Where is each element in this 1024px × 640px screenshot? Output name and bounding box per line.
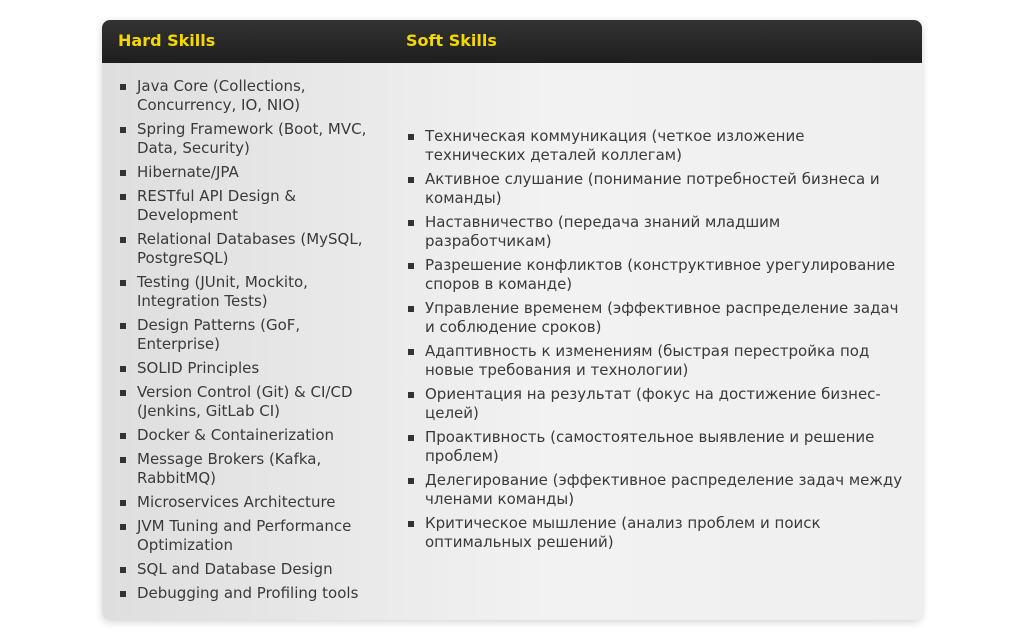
bullet-icon (120, 591, 126, 597)
hard-skills-heading: Hard Skills (118, 31, 216, 50)
hard-skill-item (120, 163, 380, 182)
skills-table (102, 20, 922, 620)
soft-skill-item (408, 256, 908, 294)
hard-skill-item-text: Spring Framework (Boot, MVC, Data, Security) (137, 120, 367, 157)
bullet-icon (120, 170, 126, 176)
hard-skill-item (120, 493, 380, 512)
hard-skill-item (120, 560, 380, 579)
soft-skill-item-text: Делегирование (эффективное распределение задач между членами команды) (425, 471, 903, 508)
soft-skill-item-text: Наставничество (передача знаний младшим разработчикам) (425, 213, 781, 250)
soft-skill-item (408, 471, 908, 509)
bullet-icon (408, 306, 414, 312)
hard-skill-item (120, 383, 380, 421)
hard-skill-item-text: Java Core (Collections, Concurrency, IO, NIO) (137, 77, 306, 114)
soft-skill-item-text: Активное слушание (понимание потребностей бизнеса и команды) (425, 170, 880, 207)
hard-skill-item (120, 426, 380, 445)
bullet-icon (408, 521, 414, 527)
bullet-icon (120, 323, 126, 329)
soft-skill-item (408, 170, 908, 208)
hard-skill-item (120, 187, 380, 225)
hard-skill-item-text: Relational Databases (MySQL, PostgreSQL) (137, 230, 363, 267)
bullet-icon (120, 433, 126, 439)
bullet-icon (408, 435, 414, 441)
soft-skill-item-text: Адаптивность к изменениям (быстрая перестройка под новые требования и технологии) (425, 342, 870, 379)
bullet-icon (408, 392, 414, 398)
soft-skills-heading: Soft Skills (406, 31, 497, 50)
bullet-icon (408, 478, 414, 484)
soft-skill-item (408, 127, 908, 165)
bullet-icon (120, 280, 126, 286)
bullet-icon (408, 263, 414, 269)
hard-skill-item-text: Debugging and Profiling tools (137, 584, 359, 602)
hard-skill-item-text: JVM Tuning and Performance Optimization (137, 517, 352, 554)
soft-skill-item (408, 385, 908, 423)
hard-skill-item (120, 359, 380, 378)
hard-skill-item (120, 120, 380, 158)
bullet-icon (120, 84, 126, 90)
soft-skill-item-text: Проактивность (самостоятельное выявление и решение проблем) (425, 428, 875, 465)
hard-skill-item-text: SOLID Principles (137, 359, 260, 377)
hard-skill-item (120, 450, 380, 488)
bullet-icon (120, 390, 126, 396)
soft-skill-item-text: Разрешение конфликтов (конструктивное урегулирование споров в команде) (425, 256, 896, 293)
soft-skill-item (408, 342, 908, 380)
bullet-icon (120, 194, 126, 200)
hard-skill-item-text: Hibernate/JPA (137, 163, 239, 181)
bullet-icon (120, 237, 126, 243)
hard-skill-item-text: Design Patterns (GoF, Enterprise) (137, 316, 301, 353)
bullet-icon (120, 567, 126, 573)
hard-skill-item (120, 584, 380, 603)
soft-skills-list (408, 127, 908, 557)
bullet-icon (120, 366, 126, 372)
soft-skill-item (408, 213, 908, 251)
hard-skills-list (120, 77, 380, 608)
hard-skill-item-text: Docker & Containerization (137, 426, 335, 444)
hard-skill-item-text: Message Brokers (Kafka, RabbitMQ) (137, 450, 322, 487)
soft-skill-item-text: Ориентация на результат (фокус на достижение бизнес-целей) (425, 385, 881, 422)
table-header (102, 20, 922, 63)
soft-skill-item-text: Управление временем (эффективное распределение задач и соблюдение сроков) (425, 299, 899, 336)
hard-skill-item (120, 230, 380, 268)
hard-skill-item-text: Version Control (Git) & CI/CD (Jenkins, GitLab CI) (137, 383, 353, 420)
hard-skill-item (120, 77, 380, 115)
soft-skill-item (408, 428, 908, 466)
soft-skill-item-text: Критическое мышление (анализ проблем и поиск оптимальных решений) (425, 514, 821, 551)
soft-skill-item (408, 514, 908, 552)
hard-skill-item (120, 517, 380, 555)
soft-skill-item-text: Техническая коммуникация (четкое изложение технических деталей коллегам) (425, 127, 805, 164)
bullet-icon (120, 127, 126, 133)
bullet-icon (120, 524, 126, 530)
hard-skill-item-text: Microservices Architecture (137, 493, 336, 511)
table-body (102, 63, 922, 620)
bullet-icon (120, 500, 126, 506)
hard-skill-item-text: SQL and Database Design (137, 560, 333, 578)
bullet-icon (120, 457, 126, 463)
hard-skill-item-text: RESTful API Design & Development (137, 187, 297, 224)
bullet-icon (408, 177, 414, 183)
soft-skill-item (408, 299, 908, 337)
hard-skill-item-text: Testing (JUnit, Mockito, Integration Tests) (137, 273, 308, 310)
bullet-icon (408, 134, 414, 140)
bullet-icon (408, 349, 414, 355)
hard-skill-item (120, 316, 380, 354)
hard-skill-item (120, 273, 380, 311)
bullet-icon (408, 220, 414, 226)
